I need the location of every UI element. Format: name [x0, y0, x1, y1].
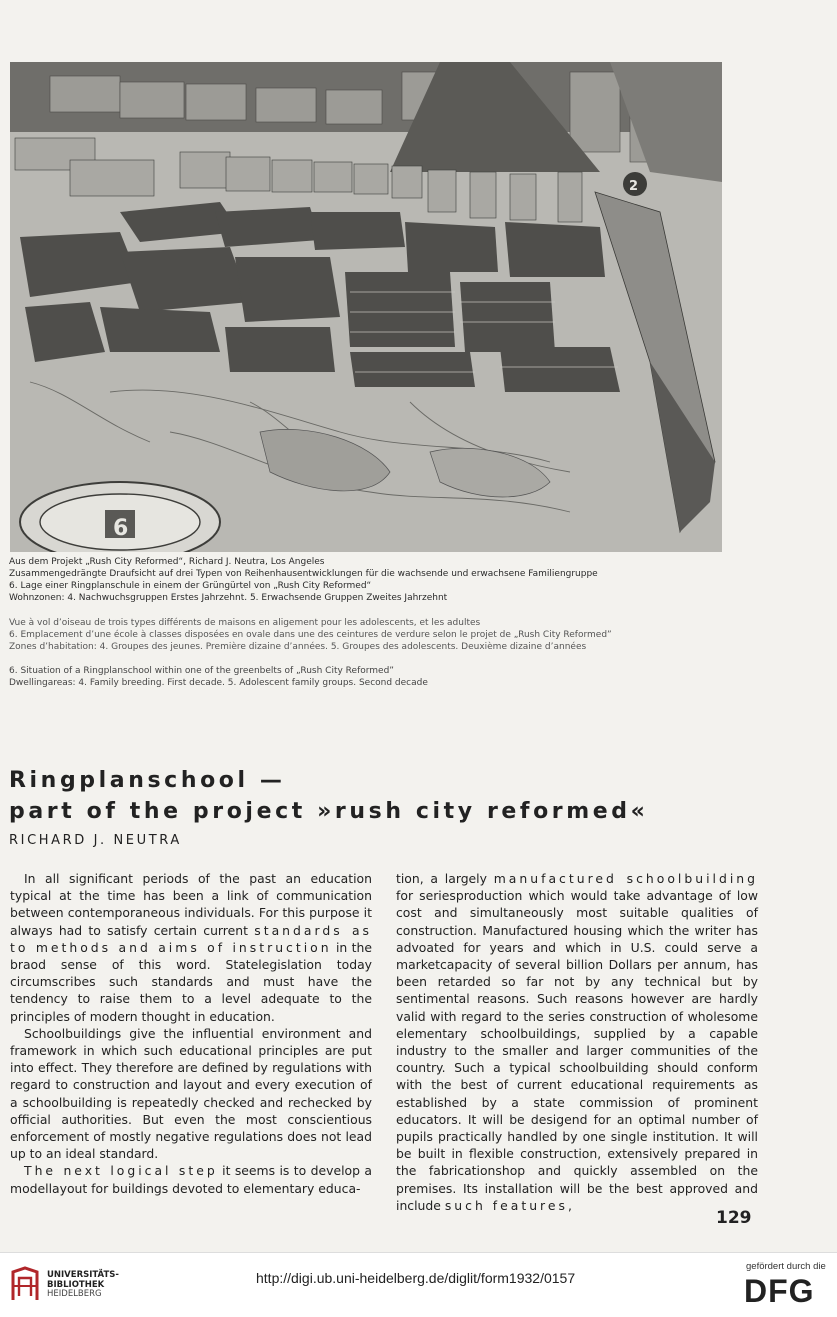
emphasis-text: standards as to methods and aims of instruction — [10, 922, 372, 955]
emphasis-text: such features, — [444, 1197, 575, 1213]
body-column-left — [10, 870, 372, 1197]
caption-en-2: Dwellingareas: 4. Family breeding. First decade. 5. Adolescent family groups. Second decade — [9, 678, 428, 688]
caption-fr-2: 6. Emplacement d’une école à classes disposées en ovale dans une des ceintures de verdure selon le projet de „Rush City Reformed” — [9, 630, 612, 640]
article-title-line1: Ringplanschool — — [9, 768, 286, 793]
label-2: 2 — [629, 179, 639, 194]
article-title-line2: part of the project »rush city reformed« — [9, 799, 649, 824]
caption-de-4: Wohnzonen: 4. Nachwuchsgruppen Erstes Jahrzehnt. 5. Erwachsende Gruppen Zweites Jahrzehnt — [9, 593, 448, 603]
library-line-2: BIBLIOTHEK — [47, 1279, 105, 1290]
funding-note: gefördert durch die — [746, 1261, 826, 1272]
library-name[interactable] — [47, 1271, 119, 1300]
paragraph: Schoolbuildings give the influential environment and framework in which such educational principles are put into effect. They therefore are defined by regulations with regard to construction and layout and every execution of a schoolbuilding is repeatedly checked and rechecked by official authorities. But even the most conscientious enforcement of mostly negative regulations does not lead up to an ideal standard. — [10, 1025, 372, 1162]
page-number: 129 — [716, 1208, 752, 1228]
footer-bar — [0, 1252, 837, 1317]
text-run: In all significant periods of the past an education typical at the time has been a link of communication between contemporaneous individuals. For this purpose it always had to satisfy certain current — [10, 871, 372, 938]
text-run: it seems is to develop a modellayout for buildings devoted to elementary educa- — [10, 1163, 372, 1196]
paragraph — [396, 870, 758, 1214]
caption-fr-1: Vue à vol d’oiseau de trois types différents de maisons en aligement pour les adolescents, et les adultes — [9, 618, 481, 628]
text-run: for seriesproduction which would take advantage of low cost and simultaneously most suitable qualities of construction. Manufactured housing which the writer has advoated for years and which in U.S. could serve a marketcapacity of several billion Dollars per annum, has been retarded so far not by any technical but by sentimental reasons. Such reasons however are hardly valid with regard to the series construction of wholesome elementary schoolbuildings, supplied by a capable industry to the smaller and larger communities of the country. Such a typical schoolbuilding should conform with the best of current educational requirements as established by a state commission of prominent educators. It will be desigend for an optimal number of pupils practically handled by one single institution. It will be built in flexible construction, extensively prepared in the fabricationshop and quickly assembled on the premises. Its installation will be the best approved and include — [396, 888, 758, 1213]
university-library-logo-icon — [9, 1266, 41, 1304]
emphasis-text: The next logical step — [24, 1163, 218, 1179]
label-6: 6 — [113, 516, 129, 541]
dfg-logo[interactable]: DFG — [744, 1273, 815, 1309]
library-line-1: UNIVERSITÄTS- — [47, 1270, 119, 1280]
emphasis-text: manufactured schoolbuilding — [493, 871, 758, 886]
caption-de-2: Zusammengedrängte Draufsicht auf drei Typen von Reihenhausentwicklungen für die wachsende und erwachsene Familiengruppe — [9, 569, 598, 579]
ringplan-school — [20, 482, 220, 552]
aerial-drawing — [10, 62, 722, 552]
library-line-3: HEIDELBERG — [47, 1289, 102, 1299]
caption-en-1: 6. Situation of a Ringplanschool within one of the greenbelts of „Rush City Reformed” — [9, 666, 394, 676]
aerial-photograph — [10, 62, 722, 552]
caption-de-3: 6. Lage einer Ringplanschule in einem der Grüngürtel von „Rush City Reformed“ — [9, 581, 372, 591]
body-column-right — [396, 870, 758, 1214]
document-url-link[interactable]: http://digi.ub.uni-heidelberg.de/diglit/form1932/0157 — [256, 1270, 576, 1286]
text-run: in the braod sense of this word. Statelegislation today circumscribes such standards and must have the tendency to raise them to a level adequate to the principles of modern thought in education. — [10, 939, 372, 1024]
paragraph — [10, 1162, 372, 1196]
paragraph — [10, 870, 372, 1025]
caption-de-1: Aus dem Projekt „Rush City Reformed“, Richard J. Neutra, Los Angeles — [9, 557, 325, 567]
article-author: RICHARD J. NEUTRA — [9, 833, 182, 848]
text-run: tion, a largely — [396, 871, 494, 886]
caption-fr-3: Zones d’habitation: 4. Groupes des jeunes. Première dizaine d’années. 5. Groupes des adolescents. Deuxième dizaine d’années — [9, 642, 587, 652]
